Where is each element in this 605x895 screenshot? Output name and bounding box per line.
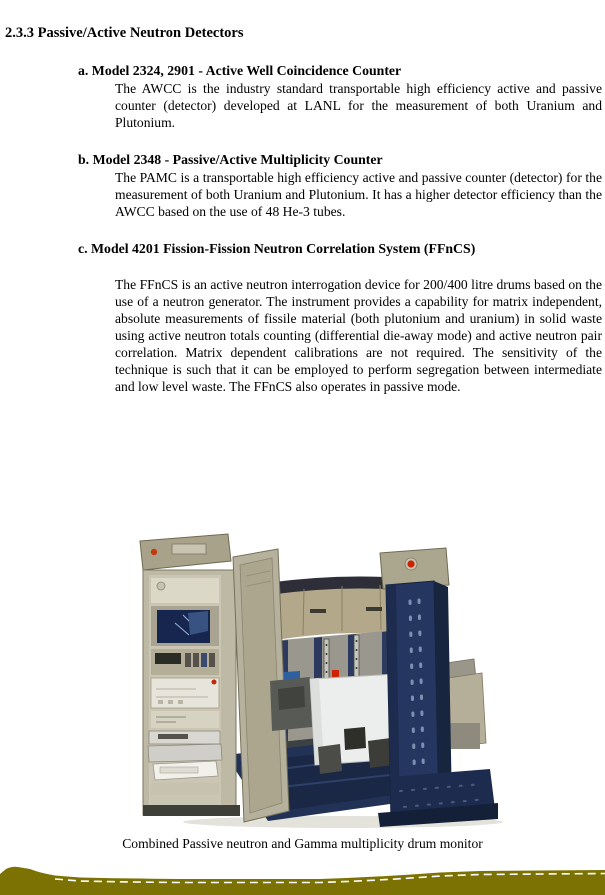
figure-caption: Combined Passive neutron and Gamma multiplicity drum monitor [122,836,483,851]
crt-monitor [151,606,219,646]
tower-base-plate [378,769,498,827]
electronics-module [151,649,219,675]
control-panel [151,678,219,708]
junction-box [310,670,400,774]
section-heading: 2.3.3 Passive/Active Neutron Detectors [5,25,244,41]
subsection-b [0,152,605,220]
subsection-a [0,63,605,131]
combined-drum-monitor-photo [128,531,505,831]
printer-drawers [148,731,222,780]
subsection-c-title: c. Model 4201 Fission-Fission Neutron Correlation System (FFnCS) [78,241,476,256]
equipment-figure [128,531,505,831]
subsection-a-body: The AWCC is the industry standard transportable high efficiency active and passive counter (detector) developed at LANL for the measurement of both Uranium and Plutonium. [115,81,602,130]
document-page [0,25,605,851]
rack-label [172,544,206,554]
rack-warning-lamp [151,549,157,555]
emergency-stop-button [407,560,414,567]
subsection-b-body: The PAMC is a transportable high efficiency active and passive counter (detector) for the measurement of both Uranium and Plutonium. It has a higher detector efficiency than the AWCC based on the use of 48 He-3 tubes. [115,170,602,219]
subsection-b-title: b. Model 2348 - Passive/Active Multiplicity Counter [78,152,383,167]
bottom-border [0,863,605,895]
subsection-c [0,241,605,395]
subsection-c-body: The FFnCS is an active neutron interrogation device for 200/400 litre drums based on the use of a neutron generator. The instrument provides a capability for matrix independent, absolute measurements of fissile material (both plutonium and uranium) in solid waste using active neutron totals counting (differential die-away mode) and active neutron pair correlation. Matrix dependent calibrations are not required. The sensitivity of the technique is such that it can be employed to perform segregation between intermediate and low level waste. The FFnCS also operates in passive mode. [115,277,602,394]
instrument-rack [140,534,240,816]
shield-blocks [270,677,312,731]
bottom-border-shape [0,867,605,895]
subsection-a-title: a. Model 2324, 2901 - Active Well Coincidence Counter [78,63,402,78]
